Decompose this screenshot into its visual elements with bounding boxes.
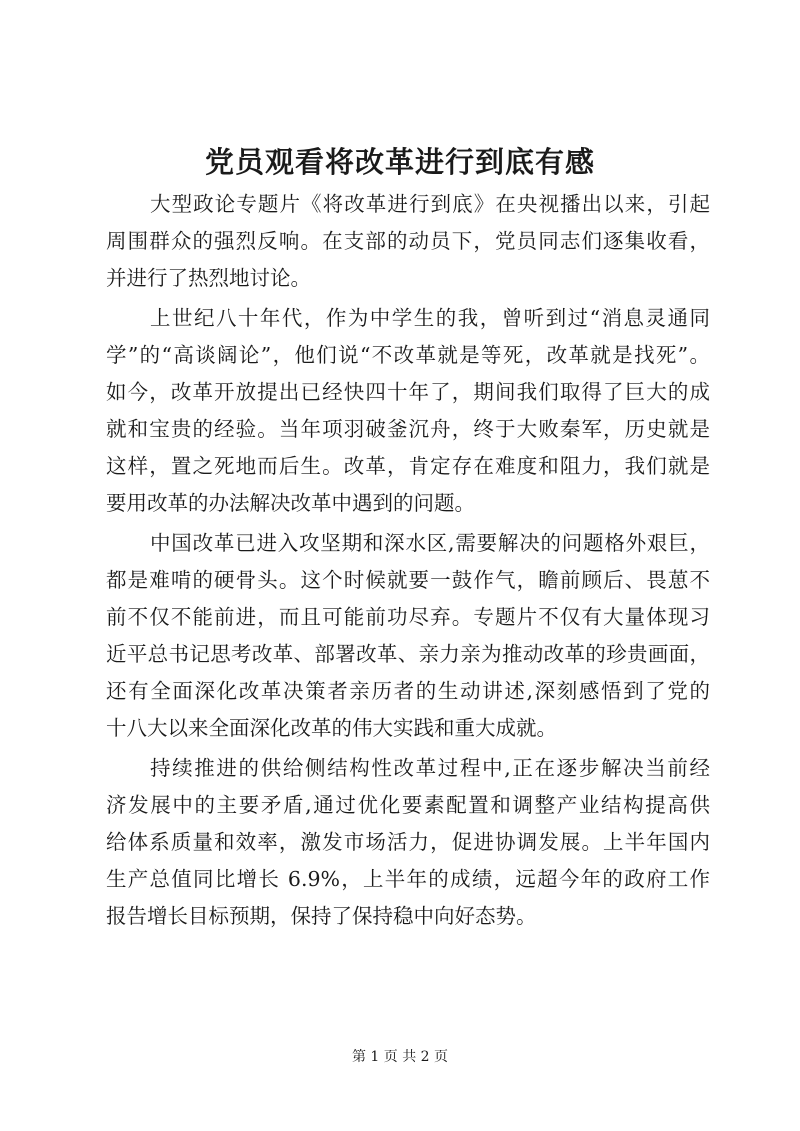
text-line: 并进行了热烈地讨论。	[106, 266, 311, 290]
paragraph-2	[106, 300, 710, 522]
text-line: 都是难啃的硬骨头。这个时候就要一鼓作气，瞻前顾后、畏葸不	[106, 568, 710, 592]
text-line: 十八大以来全面深化改革的伟大实践和重大成就。	[106, 716, 557, 740]
text-line: 周围群众的强烈反响。在支部的动员下，党员同志们逐集收看，	[106, 229, 710, 253]
text-line: 前不仅不能前进，而且可能前功尽弃。专题片不仅有大量体现习	[106, 605, 710, 629]
text-line: 报告增长目标预期，保持了保持稳中向好态势。	[106, 904, 537, 928]
document-body	[106, 186, 710, 938]
document-title: 党员观看将改革进行到底有感	[204, 145, 595, 179]
paragraph-3	[106, 525, 710, 747]
text-line: 生产总值同比增长 6.9%，上半年的成绩，远超今年的政府工作	[106, 867, 710, 891]
text-line: 要用改革的办法解决改革中遇到的问题。	[106, 491, 475, 515]
text-line: 就和宝贵的经验。当年项羽破釜沉舟，终于大败秦军，历史就是	[106, 417, 710, 441]
text-line: 中国改革已进入攻坚期和深水区,需要解决的问题格外艰巨，	[150, 531, 710, 555]
text-line: 大型政论专题片《将改革进行到底》在央视播出以来，引起	[150, 192, 710, 216]
text-line: 近平总书记思考改革、部署改革、亲力亲为推动改革的珍贵画面，	[106, 642, 710, 666]
paragraph-1	[106, 186, 710, 297]
text-line: 济发展中的主要矛盾,通过优化要素配置和调整产业结构提高供	[106, 793, 710, 817]
text-line: 如今，改革开放提出已经快四十年了，期间我们取得了巨大的成	[106, 380, 710, 404]
paragraph-4	[106, 750, 710, 935]
page-number: 第 1 页 共 2 页	[351, 1049, 449, 1065]
text-line: 给体系质量和效率，激发市场活力，促进协调发展。上半年国内	[106, 830, 710, 854]
text-line: 上世纪八十年代，作为中学生的我，曾听到过“消息灵通同	[150, 306, 710, 330]
text-line: 还有全面深化改革决策者亲历者的生动讲述,深刻感悟到了党的	[106, 679, 710, 703]
text-line: 学”的“高谈阔论”，他们说“不改革就是等死，改革就是找死”。	[106, 343, 710, 367]
text-line: 持续推进的供给侧结构性改革过程中,正在逐步解决当前经	[150, 756, 710, 780]
text-line: 这样，置之死地而后生。改革，肯定存在难度和阻力，我们就是	[106, 454, 710, 478]
